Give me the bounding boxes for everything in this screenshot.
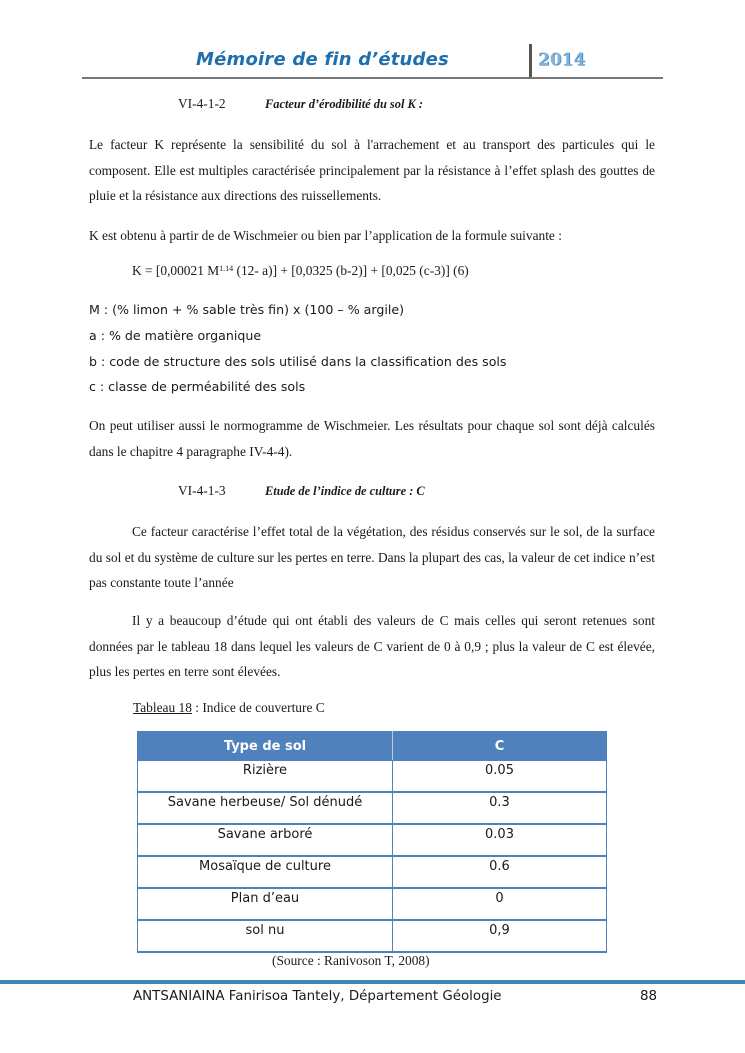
cell-soil-type: Savane herbeuse/ Sol dénudé — [138, 792, 393, 824]
table-source: (Source : Ranivoson T, 2008) — [272, 953, 430, 968]
cell-soil-type: sol nu — [138, 920, 393, 952]
cover-index-table — [137, 731, 607, 953]
table-caption-ref: Tableau 18 — [133, 700, 192, 715]
cell-soil-type: Plan d’eau — [138, 888, 393, 920]
cell-c-value: 0.3 — [393, 792, 607, 824]
section-heading-k — [178, 96, 423, 112]
formula-part: (12- a)] + [0,0325 (b-2)] + [0,025 (c-3)] (6) — [233, 263, 469, 278]
cell-c-value: 0 — [393, 888, 607, 920]
table-row — [138, 824, 607, 856]
section-number: VI-4-1-3 — [178, 483, 226, 498]
definition-item: b : code de structure des sols utilisé dans la classification des sols — [89, 353, 507, 369]
cell-soil-type: Mosaïque de culture — [138, 856, 393, 888]
definition-item: c : classe de perméabilité des sols — [89, 379, 306, 395]
header-rule — [82, 77, 663, 79]
header-divider — [529, 44, 532, 78]
table-row — [138, 888, 607, 920]
k-formula — [132, 263, 469, 279]
section-title: Etude de l’indice de culture : C — [265, 484, 425, 498]
formula-exponent: 1.14 — [219, 264, 234, 273]
table-caption-text: : Indice de couverture C — [191, 700, 325, 715]
table-row — [138, 920, 607, 952]
table-header-row — [138, 732, 607, 761]
cell-soil-type: Savane arboré — [138, 824, 393, 856]
paragraph-k-definition: Le facteur K représente la sensibilité du sol à l'arrachement et au transport des particules qui le composent. Elle est multiples caractérisée principalement par la résistance à l’effet splash des gouttes de pluie et la résistance aux directions des ruissellements. — [89, 137, 655, 203]
paragraph-c-values: Il y a beaucoup d’étude qui ont établi des valeurs de C mais celles qui seront retenues sont données par le tableau 18 dans lequel les valeurs de C varient de 0 à 0,9 ; plus la valeur de C est élevée, plus les pertes en terre sont élevées. — [89, 613, 655, 679]
column-header-c: C — [393, 732, 607, 761]
column-header-soil-type: Type de sol — [138, 732, 393, 761]
paragraph-c-definition: Ce facteur caractérise l’effet total de la végétation, des résidus conservés sur le sol, de la surface du sol et du système de culture sur les pertes en terre. Dans la plupart des cas, la valeur de cet indice n’est pas constante toute l’année — [89, 524, 655, 590]
table-caption — [133, 700, 325, 716]
table-row — [138, 761, 607, 793]
section-title: Facteur d’érodibilité du sol K : — [265, 97, 423, 111]
definition-item: a : % de matière organique — [89, 327, 262, 343]
cell-soil-type: Rizière — [138, 761, 393, 793]
cell-c-value: 0.05 — [393, 761, 607, 793]
variable-definitions — [89, 297, 506, 400]
section-number: VI-4-1-2 — [178, 96, 226, 111]
table-row — [138, 792, 607, 824]
page-number: 88 — [640, 989, 658, 1004]
footer-author: ANTSANIAINA Fanirisoa Tantely, Département Géologie — [133, 989, 502, 1004]
cell-c-value: 0.6 — [393, 856, 607, 888]
table-row — [138, 856, 607, 888]
formula-part: K = [0,00021 M — [132, 263, 220, 278]
definition-item: M : (% limon + % sable très fin) x (100 – % argile) — [89, 302, 404, 317]
header-year: 2014 — [538, 50, 586, 70]
footer-rule — [0, 980, 745, 984]
cell-c-value: 0.03 — [393, 824, 607, 856]
header-title: Mémoire de fin d’études — [196, 49, 449, 70]
paragraph-k-formula-intro: K est obtenu à partir de de Wischmeier ou bien par l’application de la formule suivante : — [89, 228, 562, 243]
cell-c-value: 0,9 — [393, 920, 607, 952]
paragraph-normogramme: On peut utiliser aussi le normogramme de Wischmeier. Les résultats pour chaque sol sont déjà calculés dans le chapitre 4 paragraphe IV-4-4). — [89, 418, 655, 459]
section-heading-c — [178, 483, 425, 499]
